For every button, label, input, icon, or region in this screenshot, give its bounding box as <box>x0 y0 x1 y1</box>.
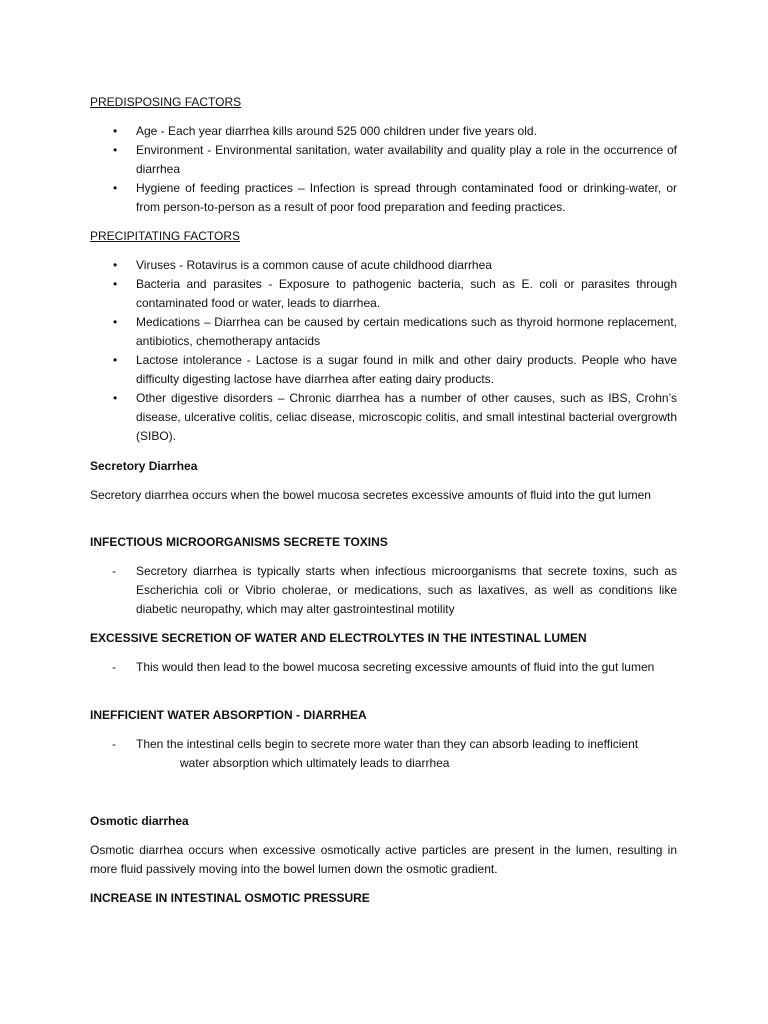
bullet-icon: • <box>113 181 118 195</box>
list-item: • Other digestive disorders – Chronic diarrhea has a number of other causes, such as IBS, Crohn’s disease, ulcerative colitis, celiac disease, microscopic colitis, and small intestinal bacterial overgrowth (SIBO). <box>113 391 677 443</box>
secretory-step1-heading: INFECTIOUS MICROORGANISMS SECRETE TOXINS <box>90 535 388 549</box>
secretory-step2-item: - This would then lead to the bowel mucosa secreting excessive amounts of fluid into the gut lumen <box>90 658 677 677</box>
bullet-icon: • <box>113 315 118 329</box>
predisposing-heading: PREDISPOSING FACTORS <box>90 95 242 109</box>
list-item: • Hygiene of feeding practices – Infection is spread through contaminated food or drinking-water, or from person-to-person as a result of poor food preparation and feeding practices. <box>113 181 677 214</box>
secretory-definition: Secretory diarrhea occurs when the bowel mucosa secretes excessive amounts of fluid into the gut lumen <box>90 488 651 502</box>
secretory-step1-item: - Secretory diarrhea is typically starts when infectious microorganisms that secrete toxins, such as Escherichia coli or Vibrio cholerae, or medications, such as laxatives, as well as conditions like diabetic neuropathy, which may alter gastrointestinal motility <box>112 564 677 616</box>
osmotic-heading: Osmotic diarrhea <box>90 814 189 828</box>
step3-line2: water absorption which ultimately leads to diarrhea <box>180 756 450 770</box>
precipitating-list <box>90 256 677 446</box>
secretory-step2-heading: EXCESSIVE SECRETION OF WATER AND ELECTROLYTES IN THE INTESTINAL LUMEN <box>90 631 587 645</box>
predisposing-list <box>90 122 677 217</box>
bullet-icon: • <box>113 143 118 157</box>
dash-icon: - <box>112 660 116 674</box>
dash-icon: - <box>112 737 116 751</box>
bullet-icon: • <box>113 258 118 272</box>
list-item: • Bacteria and parasites - Exposure to pathogenic bacteria, such as E. coli or parasites through contaminated food or water, leads to diarrhea. <box>113 277 677 310</box>
list-item: • Lactose intolerance - Lactose is a sugar found in milk and other dairy products. People who have difficulty digesting lactose have diarrhea after eating dairy products. <box>113 353 677 386</box>
secretory-step3-heading: INEFFICIENT WATER ABSORPTION - DIARRHEA <box>90 708 367 722</box>
list-item: • Environment - Environmental sanitation, water availability and quality play a role in the occurrence of diarrhea <box>113 143 677 176</box>
bullet-icon: • <box>113 277 118 291</box>
bullet-icon: • <box>113 391 118 405</box>
osmotic-definition: Osmotic diarrhea occurs when excessive osmotically active particles are present in the lumen, resulting in more fluid passively moving into the bowel lumen down the osmotic gradient. <box>90 843 677 876</box>
dash-icon: - <box>112 564 116 578</box>
list-item: • Age - Each year diarrhea kills around 525 000 children under five years old. <box>90 122 677 141</box>
secretory-step3-item <box>90 735 677 773</box>
osmotic-step1-heading: INCREASE IN INTESTINAL OSMOTIC PRESSURE <box>90 891 370 905</box>
precipitating-heading: PRECIPITATING FACTORS <box>90 229 241 243</box>
bullet-icon: • <box>113 353 118 367</box>
step3-line1: Then the intestinal cells begin to secrete more water than they can absorb leading to inefficient <box>136 737 639 751</box>
bullet-icon: • <box>113 124 118 138</box>
list-item: • Viruses - Rotavirus is a common cause of acute childhood diarrhea <box>90 256 677 275</box>
secretory-heading: Secretory Diarrhea <box>90 459 198 473</box>
list-item: • Medications – Diarrhea can be caused by certain medications such as thyroid hormone replacement, antibiotics, chemotherapy antacids <box>113 315 677 348</box>
